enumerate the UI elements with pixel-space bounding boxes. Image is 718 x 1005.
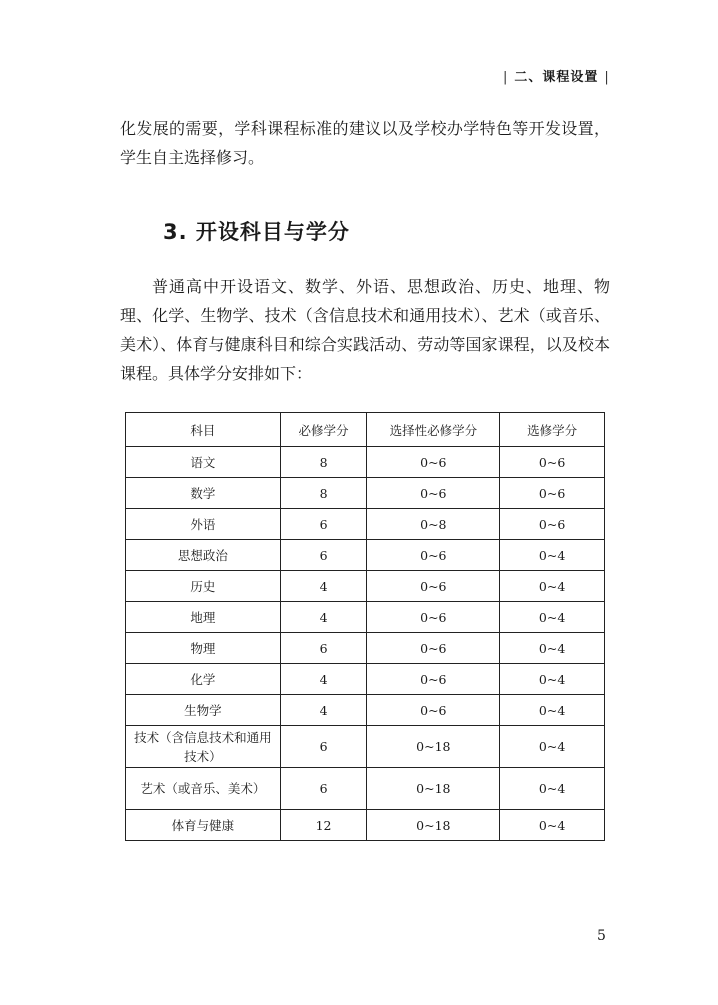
table-row [126, 571, 605, 602]
required-credits-cell: 6 [280, 633, 367, 664]
selective-credits-cell: 0~18 [367, 810, 500, 841]
subject-cell: 地理 [126, 602, 281, 633]
subject-cell: 艺术（或音乐、美术） [126, 768, 281, 810]
table-row [126, 540, 605, 571]
subject-cell: 思想政治 [126, 540, 281, 571]
header-left-bar: | [503, 70, 509, 85]
required-credits-cell: 4 [280, 664, 367, 695]
table-row [126, 768, 605, 810]
elective-credits-cell: 0~4 [500, 726, 605, 768]
table-row [126, 509, 605, 540]
elective-credits-cell: 0~4 [500, 768, 605, 810]
running-header [497, 66, 616, 85]
table-row [126, 726, 605, 768]
selective-credits-cell: 0~6 [367, 447, 500, 478]
elective-credits-cell: 0~6 [500, 509, 605, 540]
column-header-required-credits: 必修学分 [280, 413, 367, 447]
section-title: 3. 开设科目与学分 [163, 220, 350, 244]
elective-credits-cell: 0~6 [500, 478, 605, 509]
elective-credits-cell: 0~4 [500, 633, 605, 664]
header-section-title: 二、课程设置 [514, 70, 599, 85]
column-header-selective-required-credits: 选择性必修学分 [367, 413, 500, 447]
required-credits-cell: 6 [280, 540, 367, 571]
selective-credits-cell: 0~6 [367, 478, 500, 509]
credit-table [125, 412, 605, 841]
column-header-elective-credits: 选修学分 [500, 413, 605, 447]
elective-credits-cell: 0~6 [500, 447, 605, 478]
selective-credits-cell: 0~8 [367, 509, 500, 540]
required-credits-cell: 6 [280, 726, 367, 768]
required-credits-cell: 4 [280, 602, 367, 633]
selective-credits-cell: 0~6 [367, 602, 500, 633]
table-header-row [126, 413, 605, 447]
table-row [126, 447, 605, 478]
elective-credits-cell: 0~4 [500, 540, 605, 571]
required-credits-cell: 4 [280, 571, 367, 602]
table-row [126, 810, 605, 841]
table-row [126, 478, 605, 509]
table-row [126, 664, 605, 695]
subject-cell: 技术（含信息技术和通用技术） [126, 726, 281, 768]
elective-credits-cell: 0~4 [500, 602, 605, 633]
required-credits-cell: 8 [280, 478, 367, 509]
intro-continued-paragraph: 化发展的需要，学科课程标准的建议以及学校办学特色等开发设置，学生自主选择修习。 [120, 119, 610, 167]
elective-credits-cell: 0~4 [500, 695, 605, 726]
page-number: 5 [597, 928, 606, 944]
selective-credits-cell: 0~6 [367, 571, 500, 602]
elective-credits-cell: 0~4 [500, 810, 605, 841]
subject-cell: 生物学 [126, 695, 281, 726]
header-right-bar: | [604, 70, 610, 85]
required-credits-cell: 6 [280, 509, 367, 540]
table-row [126, 633, 605, 664]
required-credits-cell: 4 [280, 695, 367, 726]
subject-cell: 数学 [126, 478, 281, 509]
subject-cell: 历史 [126, 571, 281, 602]
selective-credits-cell: 0~6 [367, 540, 500, 571]
subject-cell: 化学 [126, 664, 281, 695]
selective-credits-cell: 0~6 [367, 633, 500, 664]
subjects-paragraph: 普通高中开设语文、数学、外语、思想政治、历史、地理、物理、化学、生物学、技术（含信息技术和通用技术）、艺术（或音乐、美术）、体育与健康科目和综合实践活动、劳动等国家课程，以及校本课程。具体学分安排如下： [120, 277, 610, 383]
elective-credits-cell: 0~4 [500, 664, 605, 695]
table-row [126, 695, 605, 726]
selective-credits-cell: 0~18 [367, 726, 500, 768]
selective-credits-cell: 0~6 [367, 695, 500, 726]
required-credits-cell: 8 [280, 447, 367, 478]
selective-credits-cell: 0~18 [367, 768, 500, 810]
subject-cell: 体育与健康 [126, 810, 281, 841]
subject-cell: 外语 [126, 509, 281, 540]
subject-cell: 语文 [126, 447, 281, 478]
column-header-subject: 科目 [126, 413, 281, 447]
table-row [126, 602, 605, 633]
required-credits-cell: 6 [280, 768, 367, 810]
required-credits-cell: 12 [280, 810, 367, 841]
selective-credits-cell: 0~6 [367, 664, 500, 695]
elective-credits-cell: 0~4 [500, 571, 605, 602]
subject-cell: 物理 [126, 633, 281, 664]
